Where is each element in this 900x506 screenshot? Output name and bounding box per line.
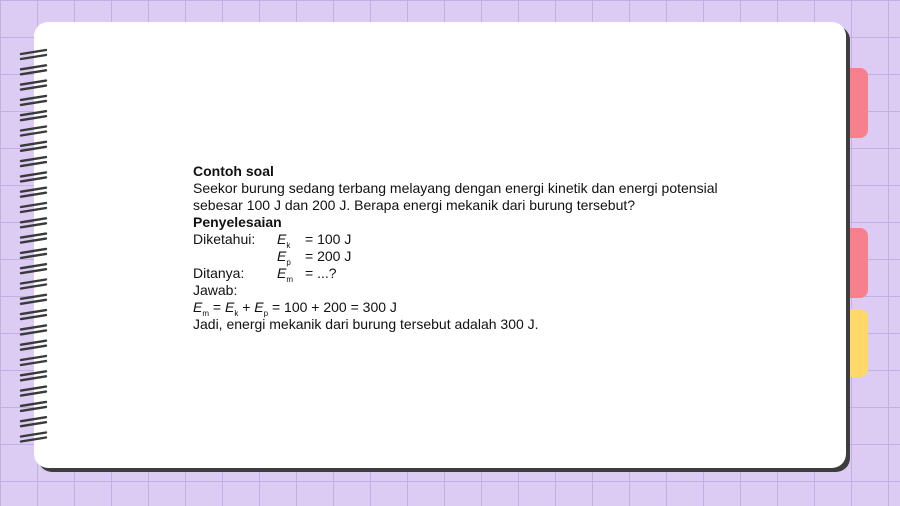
spiral-ring <box>21 356 46 365</box>
question-line-2: sebesar 100 J dan 200 J. Berapa energi mekanik dari burung tersebut? <box>193 197 636 213</box>
question-line-1: Seekor burung sedang terbang melayang dengan energi kinetik dan energi potensial <box>193 180 718 196</box>
known-row-ep <box>193 248 753 265</box>
spiral-ring <box>21 81 46 90</box>
spiral-ring <box>21 402 46 411</box>
spiral-ring <box>21 371 46 380</box>
slide-title: Contoh soal <box>193 163 274 179</box>
em-value: = ...? <box>305 265 337 281</box>
spiral-ring <box>21 218 46 227</box>
spiral-ring <box>21 387 46 396</box>
spiral-ring <box>21 280 46 289</box>
slide-content <box>193 163 753 333</box>
spiral-ring <box>21 172 46 181</box>
known-row-ek <box>193 231 753 248</box>
spiral-ring <box>21 249 46 258</box>
asked-row <box>193 265 753 282</box>
conclusion: Jadi, energi mekanik dari burung tersebut adalah 300 J. <box>193 316 539 332</box>
spiral-ring <box>21 127 46 136</box>
answer-equation: $E_m = E_k + E_p = 100 + 200 = 300$ J <box>193 299 397 318</box>
spiral-ring <box>21 157 46 166</box>
answer-label: Jawab: <box>193 282 238 298</box>
spiral-ring <box>21 142 46 151</box>
spiral-ring <box>21 111 46 120</box>
spiral-ring <box>21 341 46 350</box>
spiral-ring <box>21 433 46 442</box>
spiral-binding-icon <box>18 44 52 444</box>
spiral-ring <box>21 65 46 74</box>
spiral-ring <box>21 264 46 273</box>
ep-symbol: $E_p$ <box>277 248 291 267</box>
spiral-ring <box>21 203 46 212</box>
ek-value: = 100 J <box>305 231 352 247</box>
spiral-ring <box>21 188 46 197</box>
ep-value: = 200 J <box>305 248 352 264</box>
solution-heading: Penyelesaian <box>193 214 282 230</box>
em-symbol: $E_m$ <box>277 265 294 284</box>
spiral-ring <box>21 96 46 105</box>
spiral-ring <box>21 295 46 304</box>
ek-symbol: $E_k$ <box>277 231 291 250</box>
spiral-ring <box>21 234 46 243</box>
known-label: Diketahui: <box>193 231 256 247</box>
spiral-ring <box>21 325 46 334</box>
spiral-ring <box>21 50 46 59</box>
spiral-ring <box>21 310 46 319</box>
spiral-ring <box>21 417 46 426</box>
asked-label: Ditanya: <box>193 265 245 281</box>
